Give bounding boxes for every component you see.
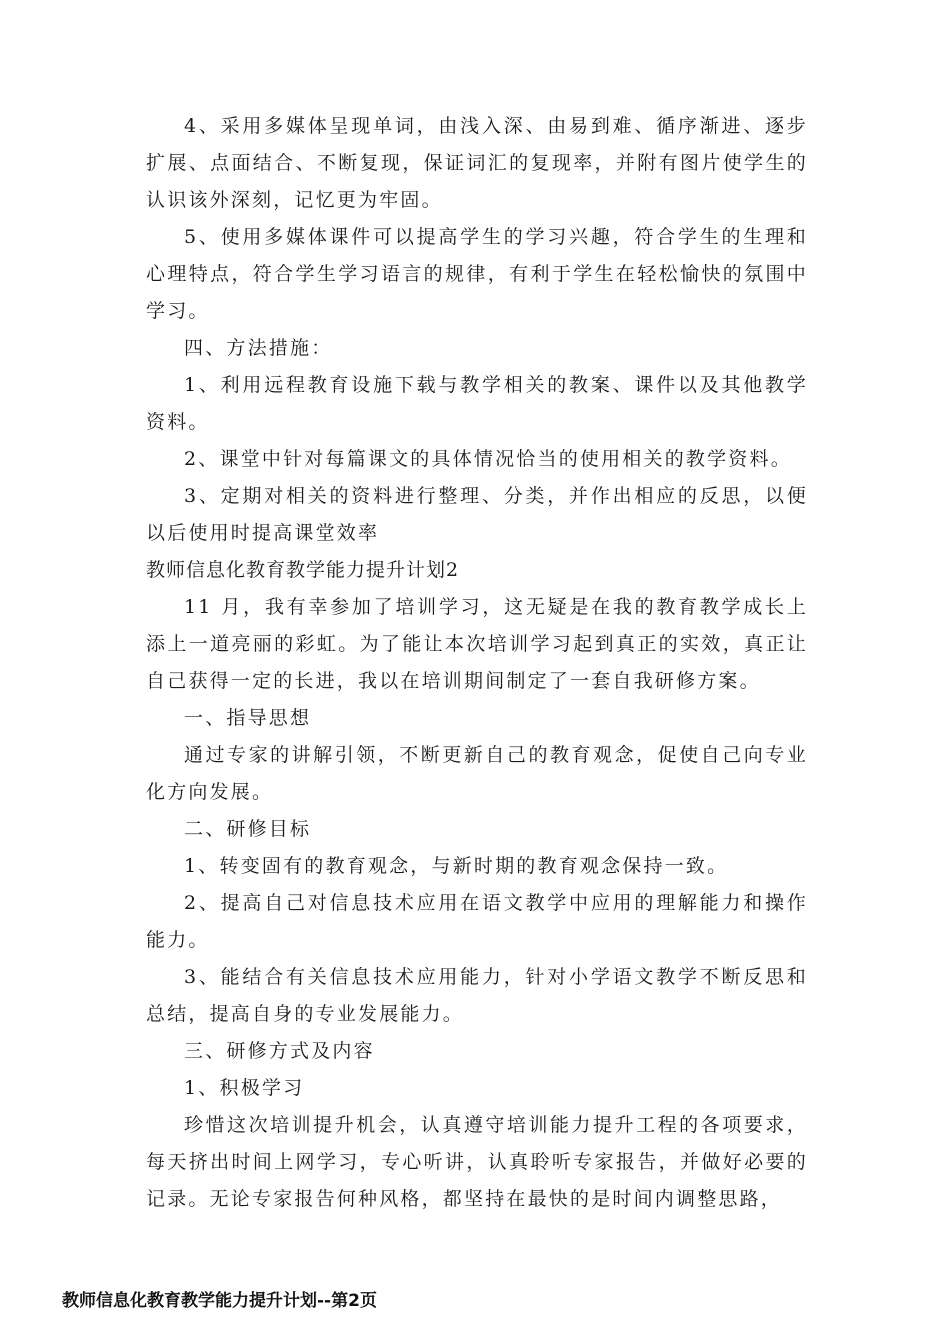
paragraph: 通过专家的讲解引领，不断更新自己的教育观念，促使自己向专业化方向发展。	[146, 744, 808, 803]
section-heading: 二、研修目标	[184, 818, 312, 840]
paragraph: 2、课堂中针对每篇课文的具体情况恰当的使用相关的教学资料。	[184, 448, 792, 470]
document-title: 教师信息化教育教学能力提升计划2	[146, 559, 460, 581]
section-heading: 三、研修方式及内容	[184, 1040, 375, 1062]
paragraph: 1、转变固有的教育观念，与新时期的教育观念保持一致。	[184, 855, 729, 877]
paragraph: 3、定期对相关的资料进行整理、分类，并作出相应的反思，以便以后使用时提高课堂效率	[146, 485, 808, 544]
document-body	[146, 108, 808, 1218]
section-heading: 四、方法措施：	[184, 337, 333, 359]
paragraph: 3、能结合有关信息技术应用能力，针对小学语文教学不断反思和总结，提高自身的专业发展能力。	[146, 966, 808, 1025]
page-footer: 教师信息化教育教学能力提升计划--第2页	[62, 1291, 377, 1311]
paragraph: 2、提高自己对信息技术应用在语文教学中应用的理解能力和操作能力。	[146, 892, 808, 951]
paragraph: 11 月，我有幸参加了培训学习，这无疑是在我的教育教学成长上添上一道亮丽的彩虹。为了能让本次培训学习起到真正的实效，真正让自己获得一定的长进，我以在培训期间制定了一套自我研修方案。	[146, 596, 808, 692]
paragraph: 4、采用多媒体呈现单词，由浅入深、由易到难、循序渐进、逐步扩展、点面结合、不断复现，保证词汇的复现率，并附有图片使学生的认识该外深刻，记忆更为牢固。	[146, 115, 808, 211]
paragraph: 1、利用远程教育设施下载与教学相关的教案、课件以及其他教学资料。	[146, 374, 808, 433]
section-heading: 一、指导思想	[184, 707, 312, 729]
subsection-heading: 1、积极学习	[184, 1077, 305, 1099]
paragraph: 珍惜这次培训提升机会，认真遵守培训能力提升工程的各项要求，每天挤出时间上网学习，专心听讲，认真聆听专家报告，并做好必要的记录。无论专家报告何种风格，都坚持在最快的是时间内调整思路，	[146, 1114, 808, 1210]
paragraph: 5、使用多媒体课件可以提高学生的学习兴趣，符合学生的生理和心理特点，符合学生学习语言的规律，有利于学生在轻松愉快的氛围中学习。	[146, 226, 808, 322]
